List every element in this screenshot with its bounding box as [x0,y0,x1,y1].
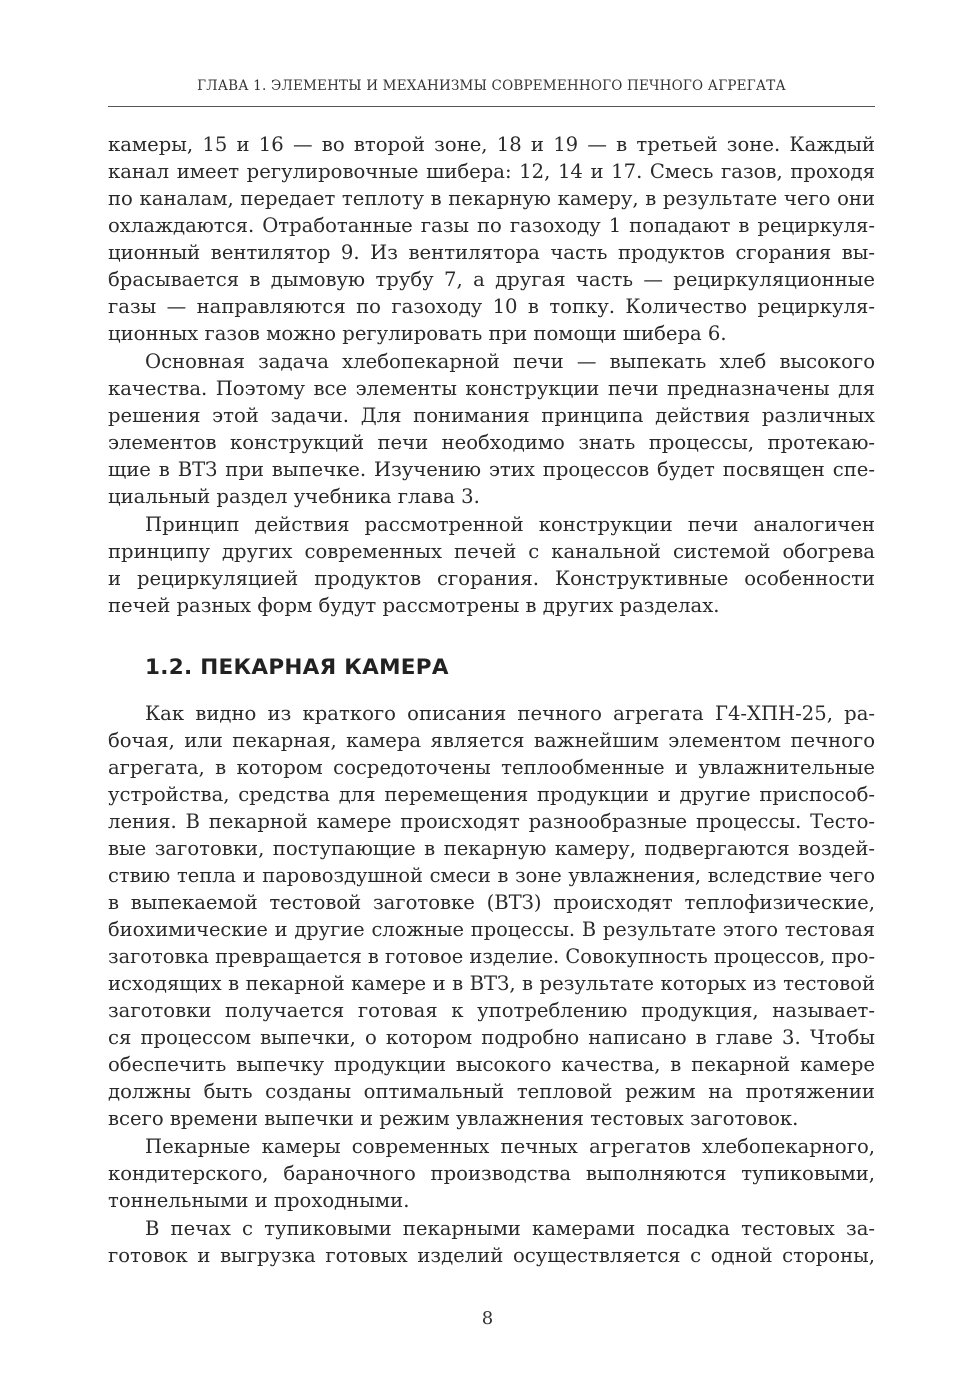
text-line: вые заготовки, поступающие в пекарную камеру, подвергаются воздей- [108,837,875,860]
text-line: в выпекаемой тестовой заготовке (ВТЗ) происходят теплофизические, [108,891,875,914]
text-line: брасывается в дымовую трубу 7, а другая часть — рециркуляционные [108,268,875,291]
text-line: ся процессом выпечки, о котором подробно написано в главе 3. Чтобы [108,1026,875,1049]
text-line: Как видно из краткого описания печного агрегата Г4-ХПН-25, ра- [145,702,875,725]
text-line: камеры, 15 и 16 — во второй зоне, 18 и 19 — в третьей зоне. Каждый [108,133,875,156]
text-line: должны быть созданы оптимальный тепловой режим на протяжении [108,1080,875,1103]
text-line: решения этой задачи. Для понимания принципа действия различных [108,404,875,427]
text-line: ствию тепла и паровоздушной смеси в зоне увлажнения, вследствие чего [108,864,875,887]
section-heading: 1.2. ПЕКАРНАЯ КАМЕРА [145,655,449,680]
text-line: охлаждаются. Отработанные газы по газоходу 1 попадают в рециркуля- [108,214,875,237]
text-line: кондитерского, бараночного производства выполняются тупиковыми, [108,1162,875,1185]
text-line: биохимические и другие сложные процессы. В результате этого тестовая [108,918,875,941]
text-line: ционных газов можно регулировать при помощи шибера 6. [108,322,727,345]
text-line: по каналам, передает теплоту в пекарную камеру, в результате чего они [108,187,875,210]
text-line: Принцип действия рассмотренной конструкции печи аналогичен [145,513,875,536]
header-divider [108,106,875,107]
text-line: канал имеет регулировочные шибера: 12, 14 и 17. Смесь газов, проходя [108,160,875,183]
text-line: устройства, средства для перемещения продукции и другие приспособ- [108,783,875,806]
text-line: циальный раздел учебника глава 3. [108,485,480,508]
text-line: готовок и выгрузка готовых изделий осуществляется с одной стороны, [108,1244,875,1267]
text-line: и рециркуляцией продуктов сгорания. Конструктивные особенности [108,567,875,590]
text-line: агрегата, в котором сосредоточены теплообменные и увлажнительные [108,756,875,779]
text-line: элементов конструкций печи необходимо знать процессы, протекаю- [108,431,875,454]
text-line: всего времени выпечки и режим увлажнения тестовых заготовок. [108,1107,799,1130]
text-line: принципу других современных печей с канальной системой обогрева [108,540,875,563]
text-line: качества. Поэтому все элементы конструкции печи предназначены для [108,377,875,400]
text-line: В печах с тупиковыми пекарными камерами посадка тестовых за- [145,1217,875,1240]
text-line: заготовки получается готовая к употреблению продукция, называет- [108,999,875,1022]
text-line: Пекарные камеры современных печных агрегатов хлебопекарного, [145,1135,875,1158]
text-line: ционный вентилятор 9. Из вентилятора часть продуктов сгорания вы- [108,241,875,264]
text-line: обеспечить выпечку продукции высокого качества, в пекарной камере [108,1053,875,1076]
text-line: заготовка превращается в готовое изделие. Совокупность процессов, про- [108,945,875,968]
running-head: ГЛАВА 1. ЭЛЕМЕНТЫ И МЕХАНИЗМЫ СОВРЕМЕННОГО ПЕЧНОГО АГРЕГАТА [197,78,786,94]
text-line: тоннельными и проходными. [108,1189,410,1212]
text-line: бочая, или пекарная, камера является важнейшим элементом печного [108,729,875,752]
text-line: печей разных форм будут рассмотрены в других разделах. [108,594,720,617]
text-line: исходящих в пекарной камере и в ВТЗ, в результате которых из тестовой [108,972,875,995]
text-line: Основная задача хлебопекарной печи — выпекать хлеб высокого [145,350,875,373]
page-number: 8 [481,1308,494,1329]
text-line: газы — направляются по газоходу 10 в топку. Количество рециркуля- [108,295,875,318]
text-line: щие в ВТЗ при выпечке. Изучению этих процессов будет посвящен спе- [108,458,875,481]
text-line: ления. В пекарной камере происходят разнообразные процессы. Тесто- [108,810,875,833]
